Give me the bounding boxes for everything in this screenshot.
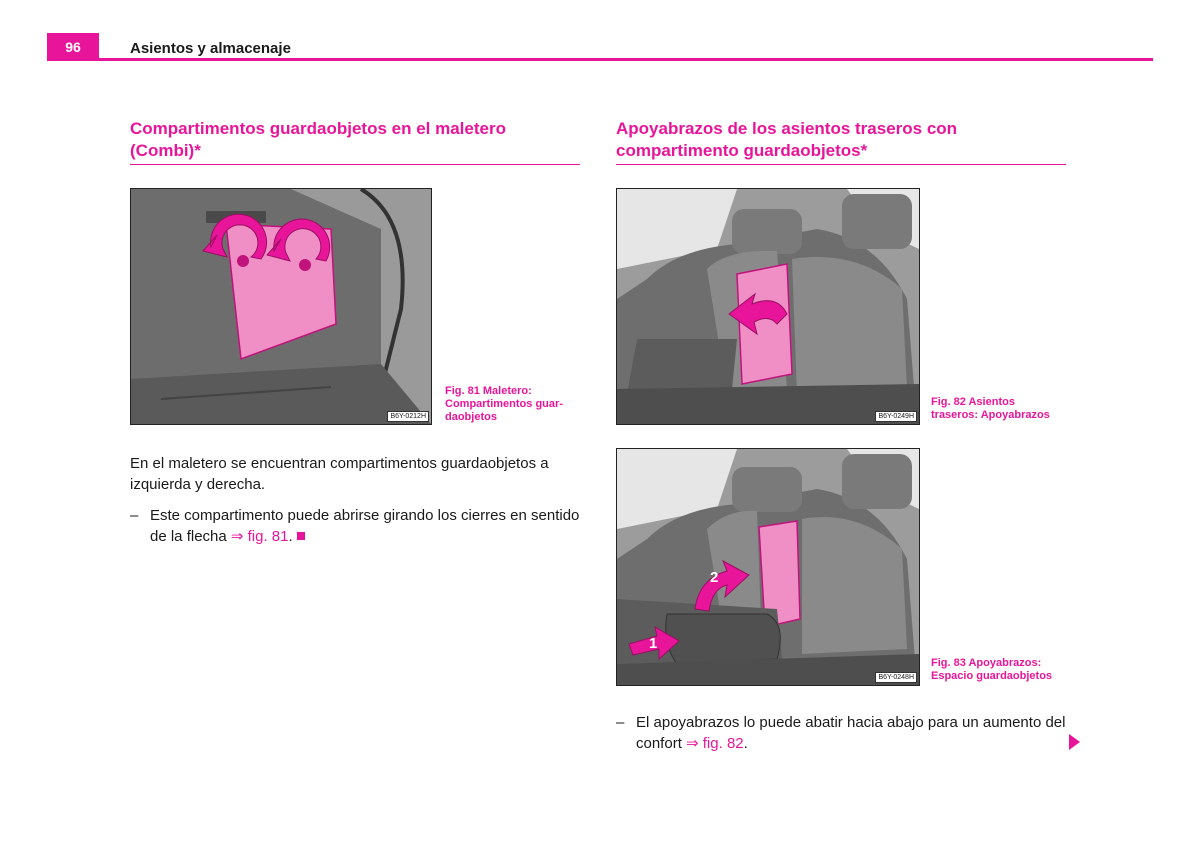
figure-83-armrest-storage [616,448,920,686]
figure-reference-link[interactable]: ⇒ fig. 81 [230,528,289,545]
bullet-text: El apoyabrazos lo puede abatir hacia abajo para un aumento del confort [636,714,1066,752]
header-rule [47,58,1153,61]
bullet-tail: . [743,735,748,752]
bullet-lower-armrest [616,712,1086,754]
trunk-illustration [131,189,431,424]
figure-82-armrest [616,188,920,425]
figure-reference-link[interactable]: ⇒ fig. 82 [686,735,744,752]
page-number: 96 [47,33,99,60]
bullet-open-compartment [130,505,580,547]
continue-arrow-icon [1069,734,1080,750]
section-heading-armrest: Apoyabrazos de los asientos traseros con compartimento guardaobjetos* [616,118,1066,165]
running-title: Asientos y almacenaje [130,40,291,57]
step-2-label: 2 [710,569,719,586]
bullet-text: Este compartimento puede abrirse girando los cierres en sentido de la flecha [150,507,580,545]
section-end-mark [297,532,305,540]
bullet-tail: . [288,528,293,545]
figure-83-caption: Fig. 83 Apoyabrazos: Espacio guardaobjetos [931,657,1053,682]
rear-seat-illustration [617,189,919,424]
armrest-storage-illustration [617,449,919,685]
bullet-dash: – [616,714,625,731]
figure-81-caption: Fig. 81 Maletero: Compartimentos guar- daobjetos [445,385,563,423]
figure-code: B6Y-0249H [875,411,917,422]
figure-82-caption: Fig. 82 Asientos traseros: Apoyabrazos [931,396,1050,421]
figure-code: B6Y-0212H [387,411,429,422]
figure-code: B6Y-0248H [875,672,917,683]
bullet-dash: – [130,507,139,524]
figure-81-trunk [130,188,432,425]
section-heading-trunk-compartments: Compartimentos guardaobjetos en el maletero (Combi)* [130,118,580,165]
step-1-label: 1 [649,635,658,652]
paragraph-trunk: En el maletero se encuentran compartimentos guardaobjetos a izquierda y derecha. [130,455,549,493]
